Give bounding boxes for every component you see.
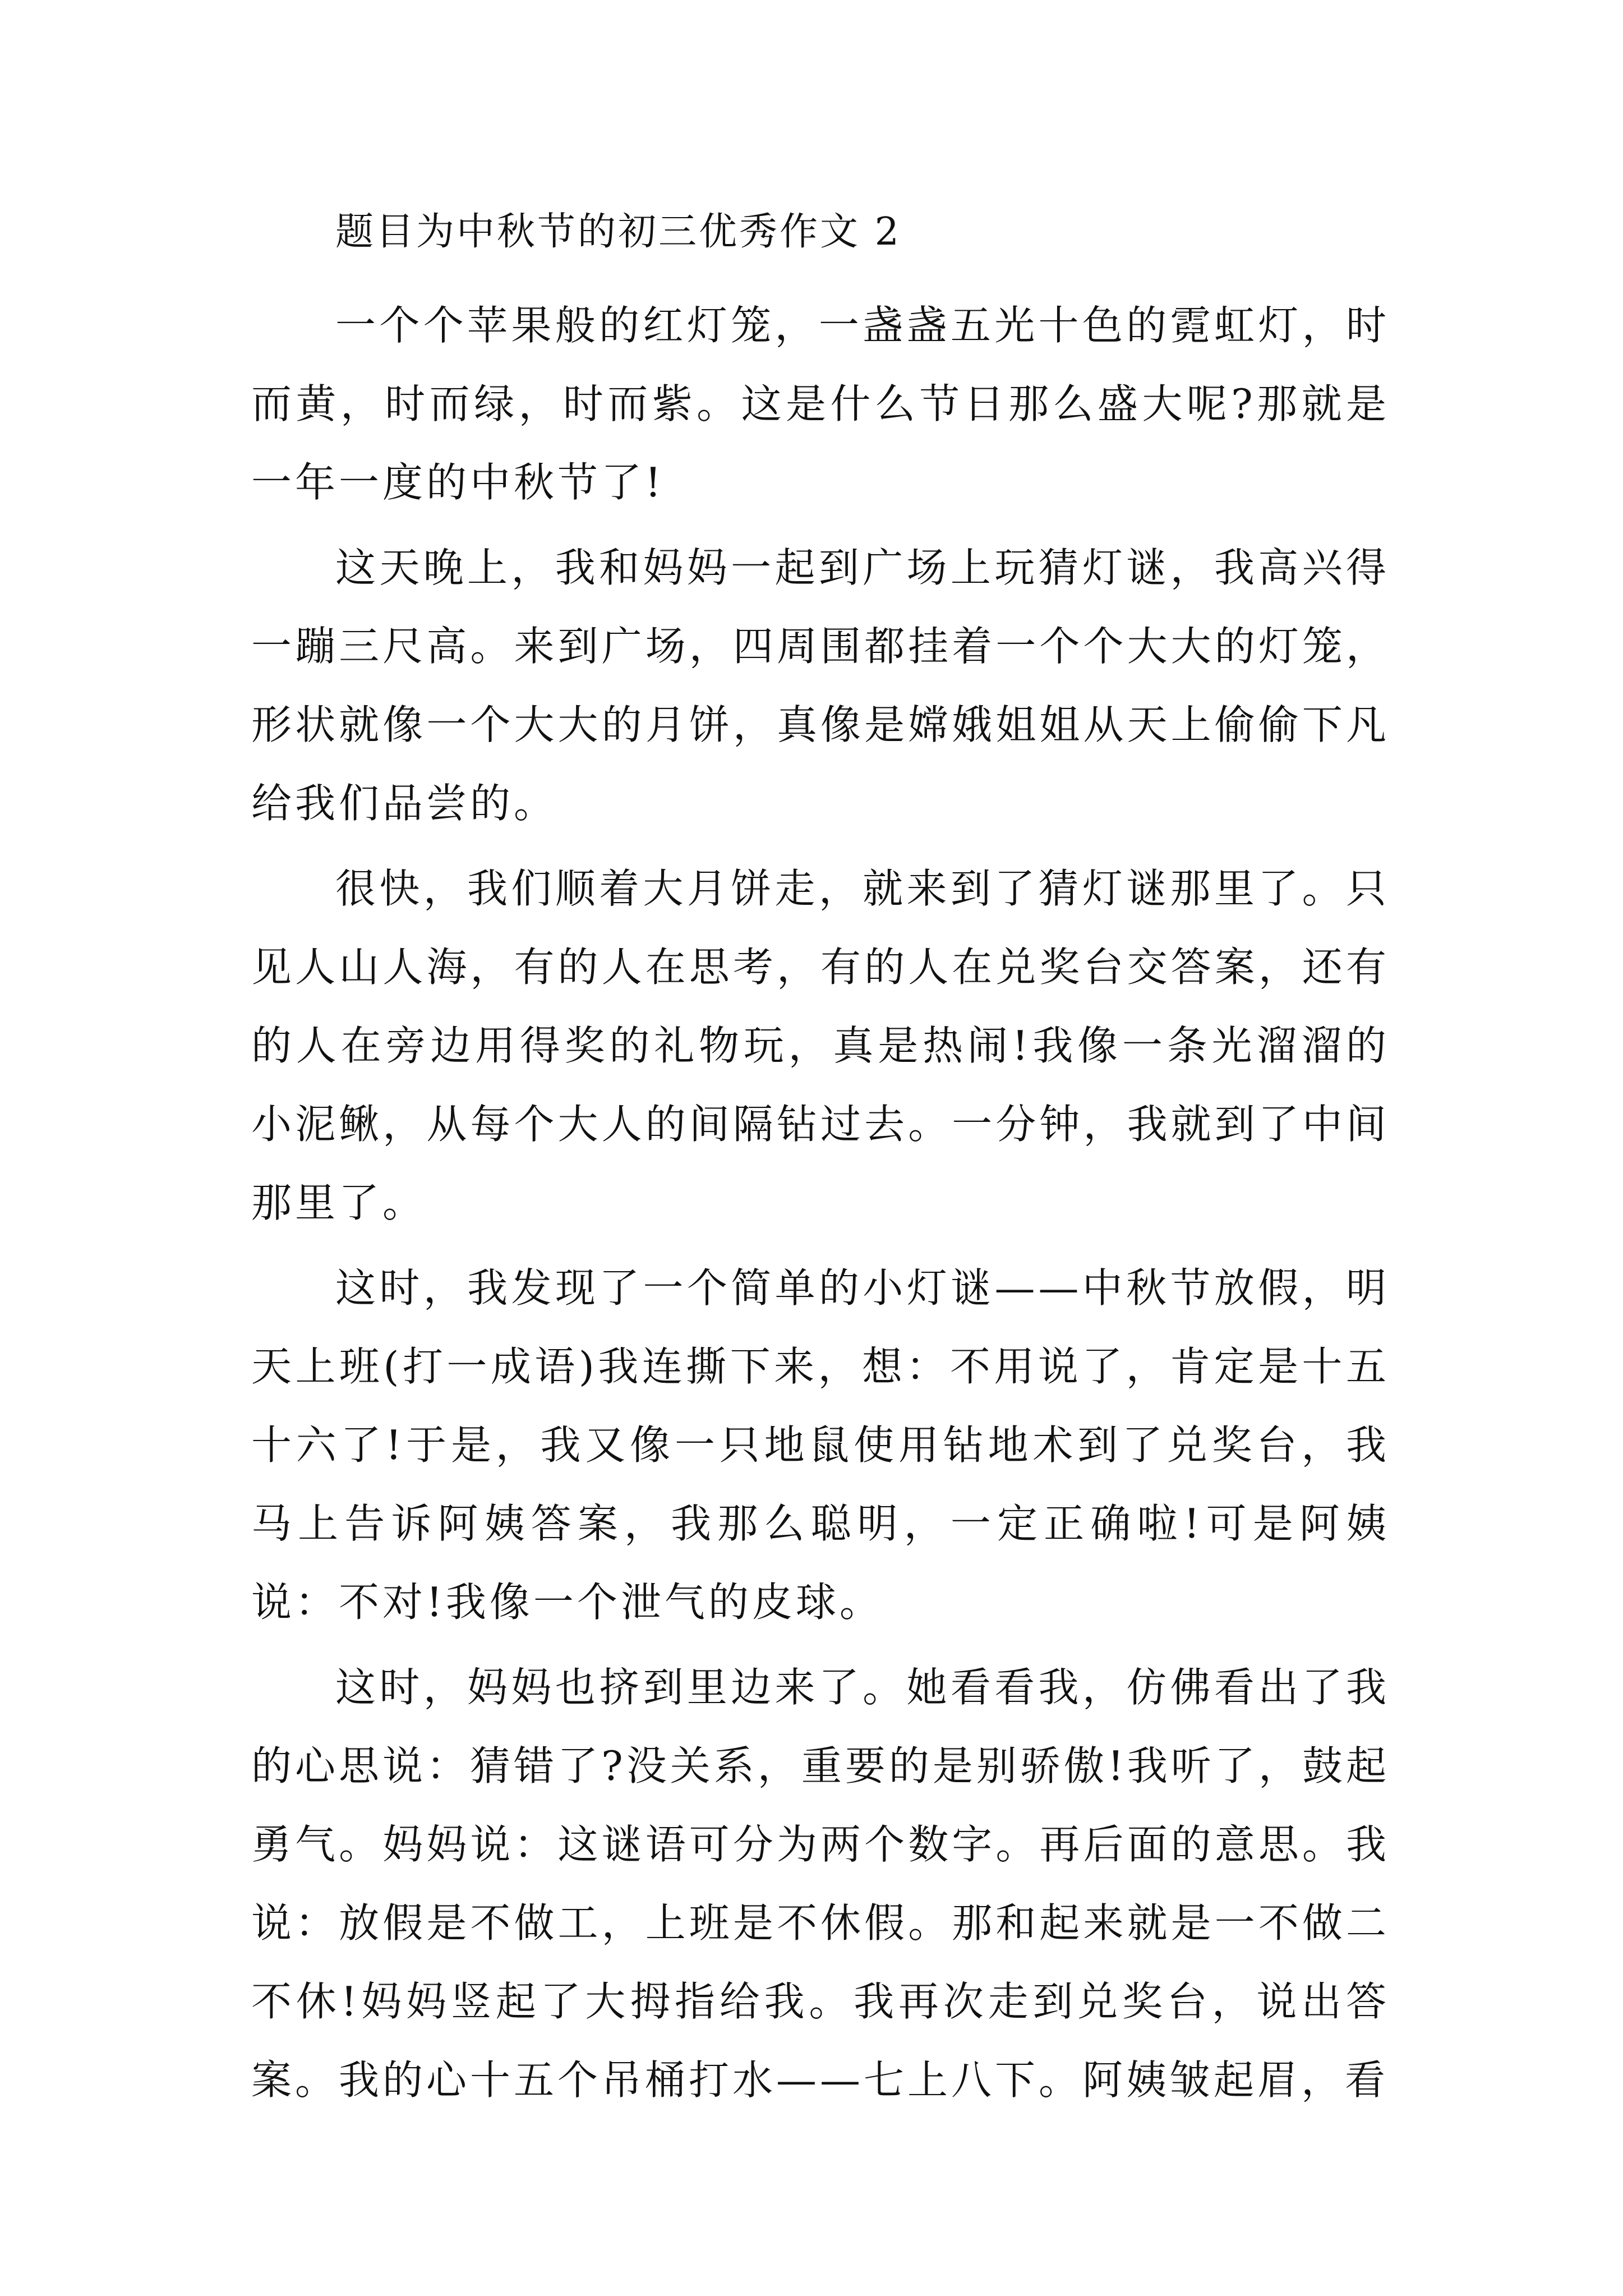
paragraph-5: 这时，妈妈也挤到里边来了。她看看我，仿佛看出了我的心思说：猜错了?没关系，重要的是别骄傲!我听了，鼓起勇气。妈妈说：这谜语可分为两个数字。再后面的意思。我说：放假是不做工，上班是不休假。那和起来就是一不做二不休!妈妈竖起了大拇指给我。我再次走到兑奖台，说出答案。我的心十五个吊桶打水——七上八下。阿姨皱起眉，看 [251,1664,1390,2104]
paragraph-4: 这时，我发现了一个简单的小灯谜——中秋节放假，明天上班(打一成语)我连撕下来，想：不用说了，肯定是十五十六了!于是，我又像一只地鼠使用钻地术到了兑奖台，我马上告诉阿姨答案，我那么聪明，一定正确啦!可是阿姨说：不对!我像一个泄气的皮球。 [251,1264,1390,1626]
paragraph-2: 这天晚上，我和妈妈一起到广场上玩猜灯谜，我高兴得一蹦三尺高。来到广场，四周围都挂着一个个大大的灯笼，形状就像一个大大的月饼，真像是嫦娥姐姐从天上偷偷下凡给我们品尝的。 [251,544,1390,827]
essay-title: 题目为中秋节的初三优秀作文 2 [335,210,901,254]
essay-body [251,208,1390,2119]
paragraph-3: 很快，我们顺着大月饼走，就来到了猜灯谜那里了。只见人山人海，有的人在思考，有的人在兑奖台交答案，还有的人在旁边用得奖的礼物玩，真是热闹!我像一条光溜溜的小泥鳅，从每个大人的间隔钻过去。一分钟，我就到了中间那里了。 [251,865,1390,1226]
paragraph-1: 一个个苹果般的红灯笼，一盏盏五光十色的霓虹灯，时而黄，时而绿，时而紫。这是什么节日那么盛大呢?那就是一年一度的中秋节了! [251,302,1390,506]
